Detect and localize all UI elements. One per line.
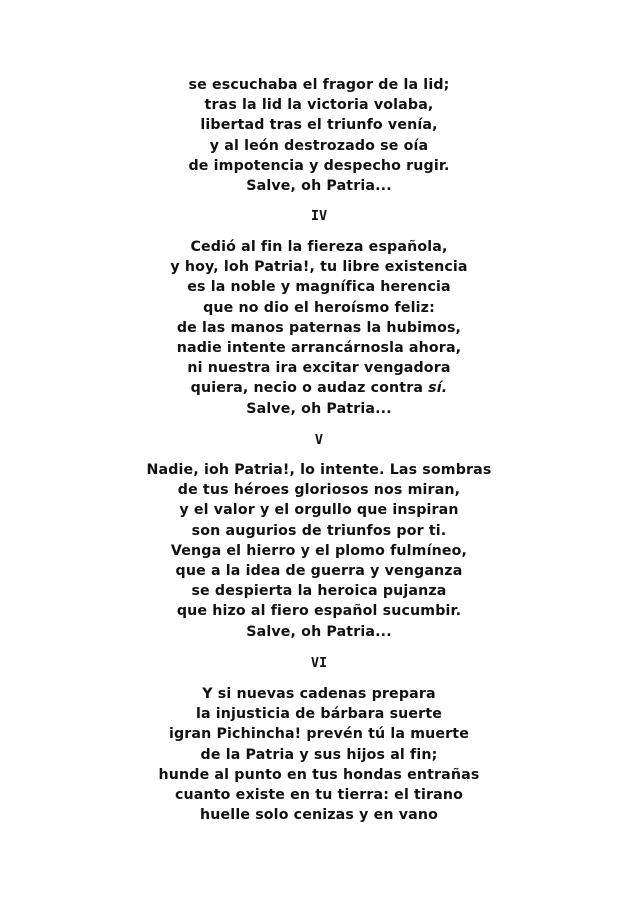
chorus-refrain: Salve, oh Patria... <box>246 623 392 640</box>
verse-line <box>0 378 638 398</box>
verse-line: Cedió al fin la fiereza española, <box>190 239 448 255</box>
stanza-vi <box>0 684 638 825</box>
verse-line: de las manos paternas la hubimos, <box>176 319 462 336</box>
verse-line: libertad tras el triunfo venía, <box>200 117 438 134</box>
chorus-refrain: Salve, oh Patria... <box>246 400 392 417</box>
verse-line: ni nuestra ira excitar vengadora <box>187 360 451 377</box>
verse-line: huelle solo cenizas y en vano <box>200 807 438 824</box>
verse-text: quiera, necio o audaz contra <box>190 380 429 397</box>
stanza-heading-vi: VI <box>310 655 328 671</box>
verse-line: de tus héroes gloriosos nos miran, <box>177 482 461 499</box>
verse-line: es la noble y magnífica herencia <box>187 279 451 296</box>
verse-line: se escuchaba el fragor de la lid; <box>188 77 450 93</box>
stanza-heading-iv: IV <box>310 208 328 224</box>
verse-line: cuanto existe en tu tierra: el tirano <box>174 786 464 803</box>
stanza-iv <box>0 237 638 419</box>
verse-line: hunde al punto en tus hondas entrañas <box>158 766 480 783</box>
stanza-v <box>0 460 638 642</box>
verse-line: que a la idea de guerra y venganza <box>175 562 463 579</box>
verse-line: se despierta la heroica pujanza <box>191 583 447 600</box>
verse-line: Y si nuevas cadenas prepara <box>202 686 436 702</box>
verse-line: que no dio el heroísmo feliz: <box>203 299 435 316</box>
verse-line: de impotencia y despecho rugir. <box>188 157 450 174</box>
verse-line: son augurios de triunfos por ti. <box>191 522 447 539</box>
verse-line: y al león destrozado se oía <box>209 137 429 154</box>
verse-line: de la Patria y sus hijos al fin; <box>200 746 438 763</box>
verse-line: Nadie, ioh Patria!, lo intente. Las sombras <box>146 462 492 478</box>
verse-line: nadie intente arrancárnosla ahora, <box>176 339 462 356</box>
verse-line: y hoy, loh Patria!, tu libre existencia <box>170 259 468 276</box>
verse-line: Venga el hierro y el plomo fulmíneo, <box>170 542 468 559</box>
verse-line: la injusticia de bárbara suerte <box>195 706 443 723</box>
stanza-heading-v: V <box>314 432 324 448</box>
verse-line: tras la lid la victoria volaba, <box>204 97 434 114</box>
verse-italic-word: sí. <box>428 380 448 397</box>
verse-line: igran Pichincha! prevén tú la muerte <box>168 726 470 743</box>
verse-line: y el valor y el orgullo que inspiran <box>179 502 459 519</box>
verse-line: que hizo al fiero español sucumbir. <box>176 603 462 620</box>
chorus-refrain: Salve, oh Patria... <box>246 177 392 194</box>
stanza-iii-end <box>0 75 638 196</box>
